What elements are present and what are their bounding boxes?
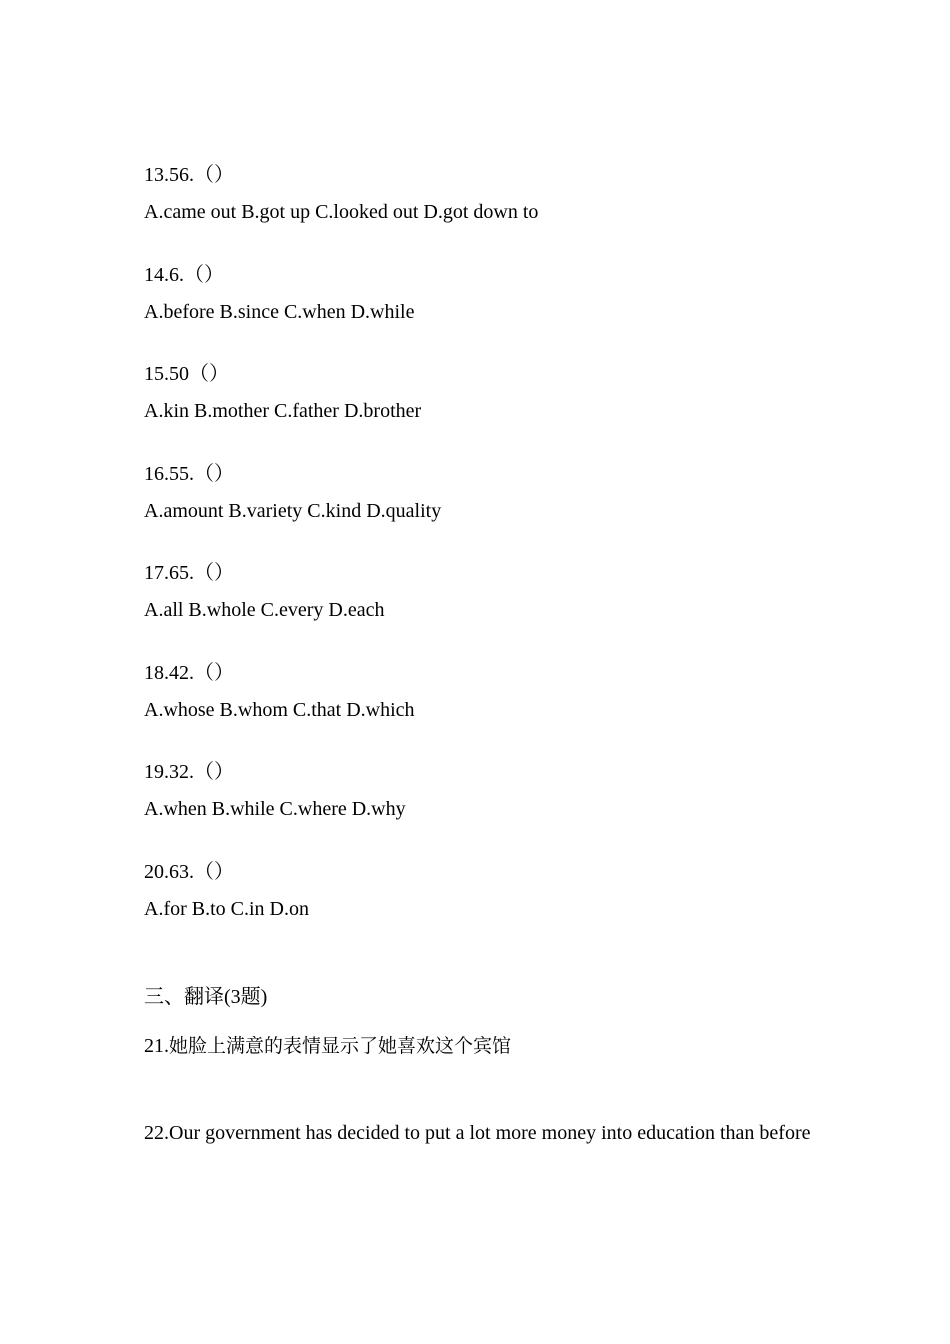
question-17 — [144, 561, 824, 622]
question-options: A.for B.to C.in D.on — [144, 898, 309, 920]
question-15 — [144, 362, 824, 423]
question-20 — [144, 860, 824, 921]
question-stem: 16.55.（） — [144, 463, 234, 485]
translation-number: 21. — [144, 1035, 169, 1057]
question-14 — [144, 263, 824, 324]
translation-21 — [144, 1034, 824, 1058]
question-stem: 20.63.（） — [144, 861, 234, 883]
question-options: A.came out B.got up C.looked out D.got down to — [144, 201, 539, 223]
translation-text: 她脸上满意的表情显示了她喜欢这个宾馆 — [169, 1035, 512, 1057]
question-options: A.amount B.variety C.kind D.quality — [144, 500, 442, 522]
translation-number: 22. — [144, 1122, 169, 1144]
question-16 — [144, 462, 824, 523]
question-stem: 15.50（） — [144, 363, 229, 385]
question-18 — [144, 661, 824, 722]
translation-text: Our government has decided to put a lot more money into education than before — [169, 1122, 811, 1144]
question-stem: 14.6.（） — [144, 264, 224, 286]
question-19 — [144, 760, 824, 821]
question-stem: 13.56.（） — [144, 164, 234, 186]
question-options: A.all B.whole C.every D.each — [144, 599, 385, 621]
question-options: A.whose B.whom C.that D.which — [144, 699, 415, 721]
question-options: A.before B.since C.when D.while — [144, 301, 415, 323]
question-options: A.kin B.mother C.father D.brother — [144, 400, 422, 422]
translation-22 — [144, 1121, 824, 1145]
question-stem: 17.65.（） — [144, 562, 234, 584]
question-stem: 19.32.（） — [144, 761, 234, 783]
question-stem: 18.42.（） — [144, 662, 234, 684]
section-title: 三、翻译(3题) — [144, 986, 268, 1008]
question-options: A.when B.while C.where D.why — [144, 798, 406, 820]
question-13 — [144, 163, 824, 224]
